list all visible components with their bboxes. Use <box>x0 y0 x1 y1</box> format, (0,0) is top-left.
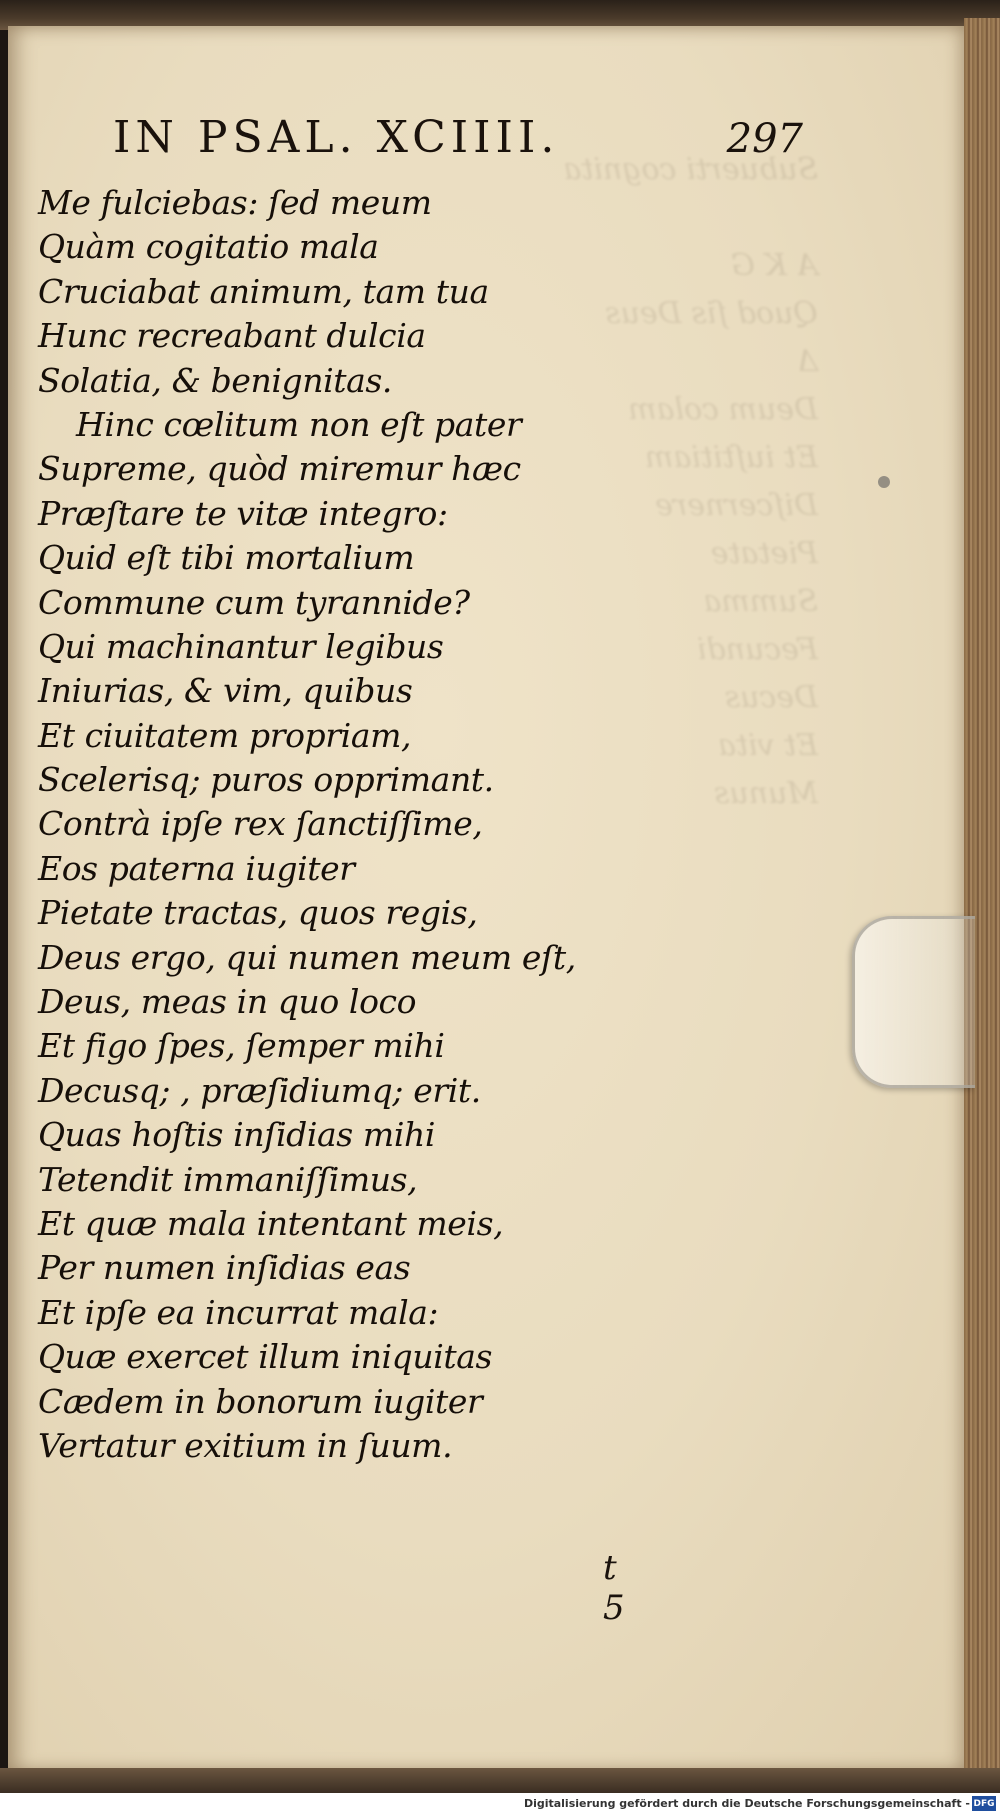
verse-line: Deus ergo, qui numen meum eſt, <box>38 937 576 977</box>
running-title: IN PSAL. XCIIII. <box>113 112 560 163</box>
verse-line: Tetendit immaniſſimus, <box>38 1159 418 1199</box>
paper-speck <box>878 476 890 488</box>
verse-line: Cruciabat animum, tam tua <box>38 271 489 311</box>
verse-line: Quas hoſtis inſidias mihi <box>38 1115 435 1155</box>
page-edges <box>964 18 1000 1778</box>
verse-line: Iniurias, & vim, quibus <box>38 671 413 711</box>
verse-line: Qui machinantur legibus <box>38 626 444 666</box>
show-through-text: Subuerti cognita A K G Quod ſis Deus Δ Deum colam Et iuſtitiam Diſcernere Pietate Summa Fecundi Decus Et vita Munus <box>563 152 818 811</box>
verse-line: Per numen inſidias eas <box>38 1248 411 1288</box>
verse-line: Hinc cœlitum non eſt pater <box>76 404 522 444</box>
page-number: 297 <box>726 116 803 162</box>
verse-line: Solatia, & benignitas. <box>38 360 392 400</box>
verse-line: Vertatur exitium in ſuum. <box>38 1425 453 1465</box>
verse-line: Commune cum tyrannide? <box>38 582 470 622</box>
verse-text <box>38 181 758 1468</box>
book-cover-bottom-edge <box>0 1768 1000 1793</box>
verse-line: Quàm cogitatio mala <box>38 227 379 267</box>
verse-line: Eos paterna iugiter <box>38 848 355 888</box>
page-clip <box>852 916 975 1088</box>
book-page <box>8 26 964 1772</box>
verse-line: Pietate tractas, quos regis, <box>38 893 478 933</box>
verse-line: Contrà ipſe rex ſanctiſſime, <box>38 804 483 844</box>
verse-line: Deus, meas in quo loco <box>38 982 417 1022</box>
verse-line: Et ipſe ea incurrat mala: <box>38 1292 439 1332</box>
verse-line: Et ciuitatem propriam, <box>38 715 412 755</box>
digitization-credit: Digitalisierung gefördert durch die Deutsche Forschungsgemeinschaft - <box>523 1797 970 1810</box>
verse-line: Cædem in bonorum iugiter <box>38 1381 483 1421</box>
verse-line: Me fulciebas: ſed meum <box>38 183 432 222</box>
verse-line: Decusq; , præſidiumq; erit. <box>38 1070 481 1110</box>
running-head <box>113 112 803 172</box>
verse-line: Præſtare te vitæ integro: <box>38 493 448 533</box>
verse-line: Et quæ mala intentant meis, <box>38 1203 504 1243</box>
verse-line: Supreme, quòd miremur hæc <box>38 449 521 489</box>
verse-line: Et figo ſpes, ſemper mihi <box>38 1026 445 1066</box>
dfg-logo: DFG <box>972 1796 996 1811</box>
verse-line: Scelerisq; puros opprimant. <box>38 760 494 800</box>
verse-line: Quæ exercet illum iniquitas <box>38 1337 493 1377</box>
verse-line: Hunc recreabant dulcia <box>38 316 426 356</box>
signature-mark: t 5 <box>603 1548 651 1628</box>
verse-line: Quid eſt tibi mortalium <box>38 538 415 578</box>
